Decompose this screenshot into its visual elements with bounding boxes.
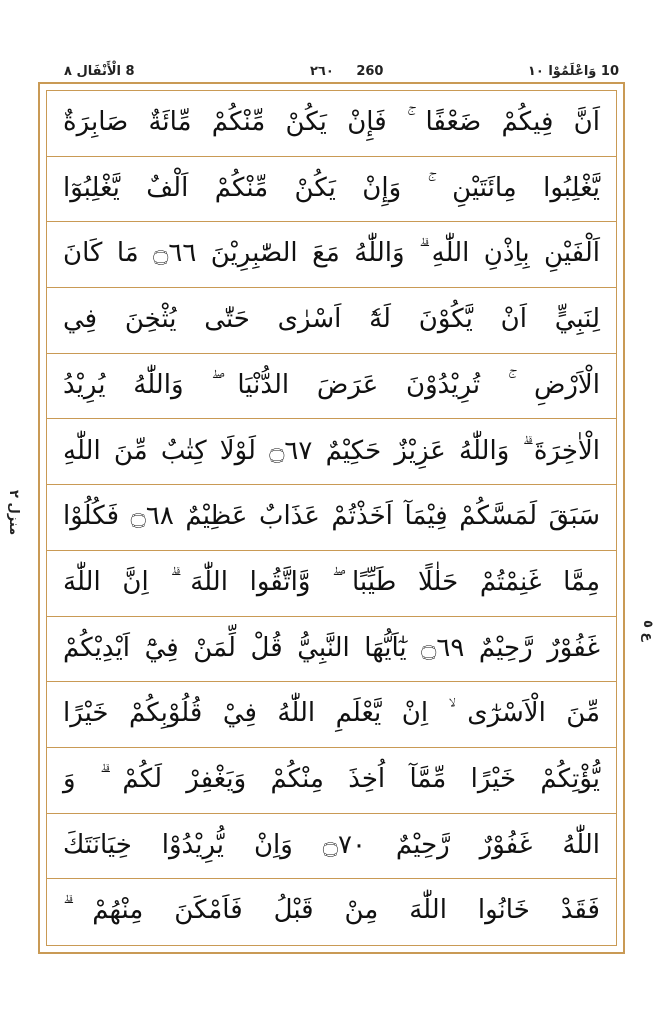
verse-line: مِّنَ الْاَسْرٰٓى ۙ اِنْ يَّعْلَمِ اللّٰهُ فِيْ قُلُوْبِكُمْ خَيْرًا [47, 682, 616, 748]
juz-name: 10 وَاعْلَمُوْا ١٠ [527, 64, 619, 79]
verse-line: الْاَرْضِ ۚ تُرِيْدُوْنَ عَرَضَ الدُّنْيَا ۖ وَاللّٰهُ يُرِيْدُ [47, 354, 616, 420]
verse-line: غَفُوْرٌ رَّحِيْمٌ ۝٦٩ يٰٓاَيُّهَا النَّبِيُّ قُلْ لِّمَنْ فِيْٓ اَيْدِيْكُمْ [47, 617, 616, 683]
verse-line: يُّؤْتِكُمْ خَيْرًا مِّمَّآ اُخِذَ مِنْكُمْ وَيَغْفِرْ لَكُمْ ۗ وَ [47, 748, 616, 814]
manzil-marker: منزل ٢ [6, 490, 21, 536]
page-number-arabic: ٢٦٠ [310, 64, 334, 79]
ruku-marker: ع ٥ [640, 620, 655, 642]
verse-line: سَبَقَ لَمَسَّكُمْ فِيْمَآ اَخَذْتُمْ عَذَابٌ عَظِيْمٌ ۝٦٨ فَكُلُوْا [47, 485, 616, 551]
surah-name: 8 الْأَنْفَال ٨ [64, 64, 135, 79]
page-header [40, 60, 625, 84]
verse-line: لِنَبِيٍّ اَنْ يَّكُوْنَ لَهٗٓ اَسْرٰى حَتّٰى يُثْخِنَ فِي [47, 288, 616, 354]
verse-line: اَنَّ فِيكُمْ ضَعْفًا ۚ فَإِنْ يَكُنْ مِّنْكُمْ مِّائَةٌ صَابِرَةٌ [47, 91, 616, 157]
page-number: 260 [356, 64, 384, 79]
page-number-group [310, 64, 383, 79]
verse-line: اللّٰهُ غَفُوْرٌ رَّحِيْمٌ ۝٧٠ وَاِنْ يُّرِيْدُوْا خِيَانَتَكَ [47, 814, 616, 880]
verse-line: يَّغْلِبُوا مِائَتَيْنِ ۚ وَإِنْ يَكُنْ مِّنْكُمْ اَلْفٌ يَّغْلِبُوٓا [47, 157, 616, 223]
verse-line: اَلْفَيْنِ بِاِذْنِ اللّٰهِ ۗ وَاللّٰهُ مَعَ الصّٰبِرِيْنَ ۝٦٦ مَا كَانَ [47, 222, 616, 288]
verse-text-area [47, 91, 616, 945]
verse-line: الْاٰخِرَةَ ۗ وَاللّٰهُ عَزِيْزٌ حَكِيْمٌ ۝٦٧ لَوْلَا كِتٰبٌ مِّنَ اللّٰهِ [47, 420, 616, 486]
verse-line: مِمَّا غَنِمْتُمْ حَلٰلًا طَيِّبًا ۖ وَّاتَّقُوا اللّٰهَ ۗ اِنَّ اللّٰهَ [47, 551, 616, 617]
verse-line: فَقَدْ خَانُوا اللّٰهَ مِنْ قَبْلُ فَاَمْكَنَ مِنْهُمْ ۗ [63, 895, 600, 926]
